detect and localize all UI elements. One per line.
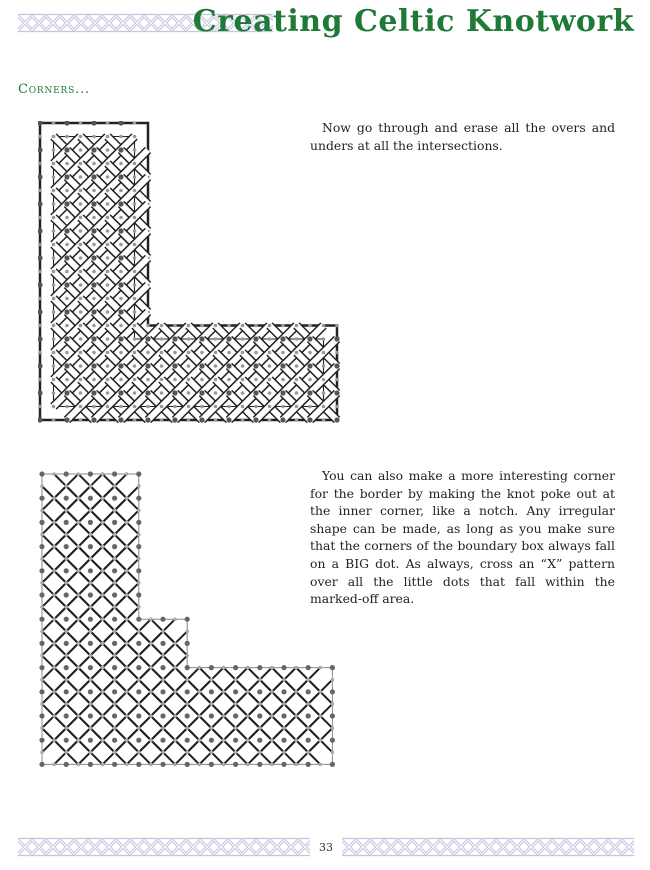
section-heading: Corners... bbox=[18, 82, 90, 97]
knotwork-ornament-footer-right bbox=[342, 836, 634, 858]
page-number: 33 bbox=[319, 841, 333, 854]
page-title: Creating Celtic Knotwork bbox=[192, 4, 634, 39]
instruction-paragraph-2: You can also make a more interesting corner for the border by making the knot poke out at the inner corner, like a notch. Any irregular shape can be made, as long as you make sure that the corners of the boundary box always fall on a BIG dot. As always, cross an “X” pattern over all the little dots that fall within the marked-off area. bbox=[310, 468, 615, 607]
notched-corner-grid-figure bbox=[38, 470, 346, 776]
knotwork-ornament-footer-left bbox=[18, 836, 310, 858]
knotwork-corner-figure bbox=[38, 121, 346, 431]
instruction-paragraph-1: Now go through and erase all the overs and unders at all the intersections. bbox=[310, 120, 615, 153]
